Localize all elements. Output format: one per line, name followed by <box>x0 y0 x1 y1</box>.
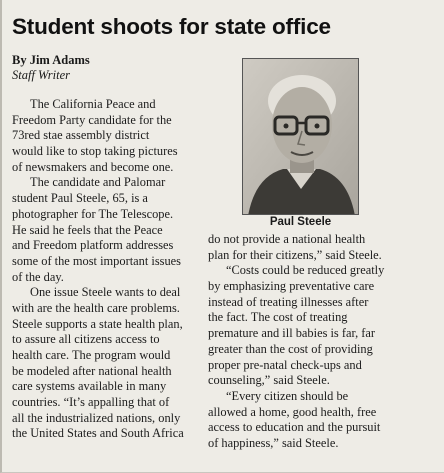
portrait-photo <box>242 58 359 215</box>
article-text-line: of happiness,” said Steele. <box>208 435 339 450</box>
article-text-line: Freedom Party candidate for the <box>12 112 172 127</box>
headline: Student shoots for state office <box>12 14 331 39</box>
article-text-line: with are the health care problems. <box>12 300 180 315</box>
left-column <box>12 97 202 442</box>
article-text-line: countries. “It’s appalling that of <box>12 395 170 410</box>
article-text-line: the fact. The cost of treating <box>208 310 348 325</box>
article-text-line: would like to stop taking pictures <box>12 144 178 159</box>
article-text-line: instead of treating illnesses after <box>208 294 369 309</box>
article-text-line: plan for their citizens,” said Steele. <box>208 247 382 262</box>
article-text-line: greater than the cost of providing <box>208 341 373 356</box>
photo-caption: Paul Steele <box>269 216 332 228</box>
article-text-line: do not provide a national health <box>208 232 366 246</box>
article-text-line: premature and ill babies is far, far <box>208 326 376 341</box>
article-text-line: and Freedom platform addresses <box>12 238 174 253</box>
article-text-line: the United States and South Africa <box>12 426 184 441</box>
byline-role: Staff Writer <box>12 68 70 82</box>
portrait-photo-image <box>243 59 359 215</box>
article-text-line: to assure all citizens access to <box>12 332 160 347</box>
article-text-line: “Costs could be reduced greatly <box>226 263 385 278</box>
article-text-line: 73red stae assembly district <box>12 128 150 143</box>
article-text-line: The candidate and Palomar <box>30 175 166 190</box>
article-text-line: access to education and the pursuit <box>208 420 381 435</box>
byline: By Jim Adams <box>12 53 90 67</box>
right-column <box>208 232 436 452</box>
article-text-line: health care. The program would <box>12 348 171 362</box>
article-text-line: He said he feels that the Peace <box>12 222 163 237</box>
article-text-line: care systems available in many <box>12 379 167 394</box>
article-text-line: The California Peace and <box>30 97 156 111</box>
article-text-line: by emphasizing preventative care <box>208 279 375 294</box>
article-text-line: proper pre-natal check-ups and <box>208 357 362 372</box>
article-text-line: of newsmakers and become one. <box>12 159 174 174</box>
article-text-line: photographer for The Telescope. <box>12 206 174 221</box>
article-text-line: student Paul Steele, 65, is a <box>12 191 148 206</box>
article-text-line: all the industrialized nations, only <box>12 410 181 425</box>
article-text-line: One issue Steele wants to deal <box>30 285 181 300</box>
article-text-line: Steele supports a state health plan, <box>12 316 183 331</box>
article-text-line: allowed a home, good health, free <box>208 404 377 419</box>
article-text-line: counseling,” said Steele. <box>208 373 330 388</box>
article-text-line: be modeled after national health <box>12 363 172 378</box>
article-text-line: some of the most important issues <box>12 253 181 268</box>
article-text-line: of the day. <box>12 269 64 284</box>
article-text-line: “Every citizen should be <box>226 388 349 403</box>
